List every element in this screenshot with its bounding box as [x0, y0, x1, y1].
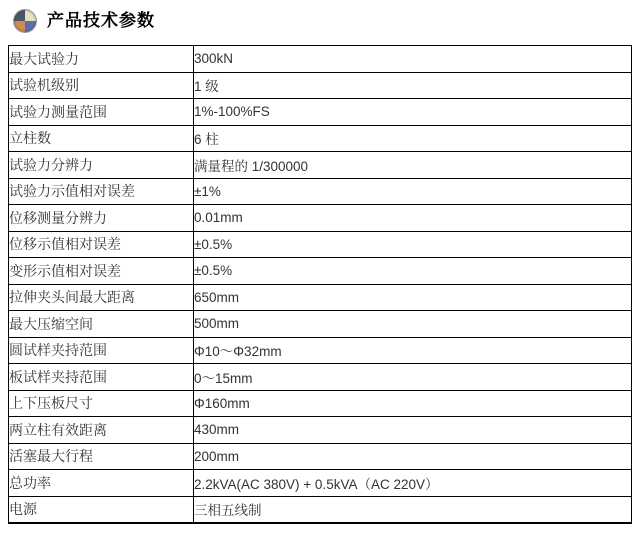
param-value: Φ160mm — [194, 390, 632, 417]
table-row — [9, 231, 632, 258]
param-value: 1%-100%FS — [194, 99, 632, 126]
param-label: 活塞最大行程 — [9, 443, 194, 470]
param-value: Φ10～Φ32mm — [194, 337, 632, 364]
table-row — [9, 496, 632, 523]
param-label: 拉伸夹头间最大距离 — [9, 284, 194, 311]
spec-table-body — [9, 46, 632, 523]
table-row — [9, 284, 632, 311]
param-value: ±0.5% — [194, 231, 632, 258]
param-label: 总功率 — [9, 470, 194, 497]
table-row — [9, 152, 632, 179]
param-label: 最大压缩空间 — [9, 311, 194, 338]
param-value: 6 柱 — [194, 125, 632, 152]
param-label: 位移测量分辨力 — [9, 205, 194, 232]
table-row — [9, 417, 632, 444]
param-value: 650mm — [194, 284, 632, 311]
param-label: 上下压板尺寸 — [9, 390, 194, 417]
param-label: 变形示值相对误差 — [9, 258, 194, 285]
param-value: 0.01mm — [194, 205, 632, 232]
table-row — [9, 178, 632, 205]
page-title: 产品技术参数 — [47, 11, 155, 30]
table-row — [9, 364, 632, 391]
table-row — [9, 125, 632, 152]
table-row — [9, 443, 632, 470]
param-value: ±1% — [194, 178, 632, 205]
table-row — [9, 72, 632, 99]
param-value: ±0.5% — [194, 258, 632, 285]
table-row — [9, 390, 632, 417]
param-label: 两立柱有效距离 — [9, 417, 194, 444]
table-row — [9, 258, 632, 285]
param-value: 500mm — [194, 311, 632, 338]
table-row — [9, 337, 632, 364]
param-label: 电源 — [9, 496, 194, 523]
table-row — [9, 46, 632, 73]
param-value: 200mm — [194, 443, 632, 470]
table-row — [9, 205, 632, 232]
param-label: 立柱数 — [9, 125, 194, 152]
table-row — [9, 311, 632, 338]
spec-table — [8, 45, 632, 524]
param-label: 位移示值相对误差 — [9, 231, 194, 258]
param-value: 0～15mm — [194, 364, 632, 391]
param-value: 300kN — [194, 46, 632, 73]
param-label: 最大试验力 — [9, 46, 194, 73]
param-label: 试验力测量范围 — [9, 99, 194, 126]
param-label: 试验机级别 — [9, 72, 194, 99]
param-value: 1 级 — [194, 72, 632, 99]
table-row — [9, 470, 632, 497]
param-value: 三相五线制 — [194, 496, 632, 523]
sphere-quadrant-icon — [14, 10, 36, 32]
param-label: 试验力分辨力 — [9, 152, 194, 179]
param-label: 试验力示值相对误差 — [9, 178, 194, 205]
param-label: 圆试样夹持范围 — [9, 337, 194, 364]
table-row — [9, 99, 632, 126]
param-value: 2.2kVA(AC 380V) + 0.5kVA（AC 220V） — [194, 470, 632, 497]
param-value: 430mm — [194, 417, 632, 444]
param-label: 板试样夹持范围 — [9, 364, 194, 391]
page-header — [14, 9, 642, 33]
param-value: 满量程的 1/300000 — [194, 152, 632, 179]
